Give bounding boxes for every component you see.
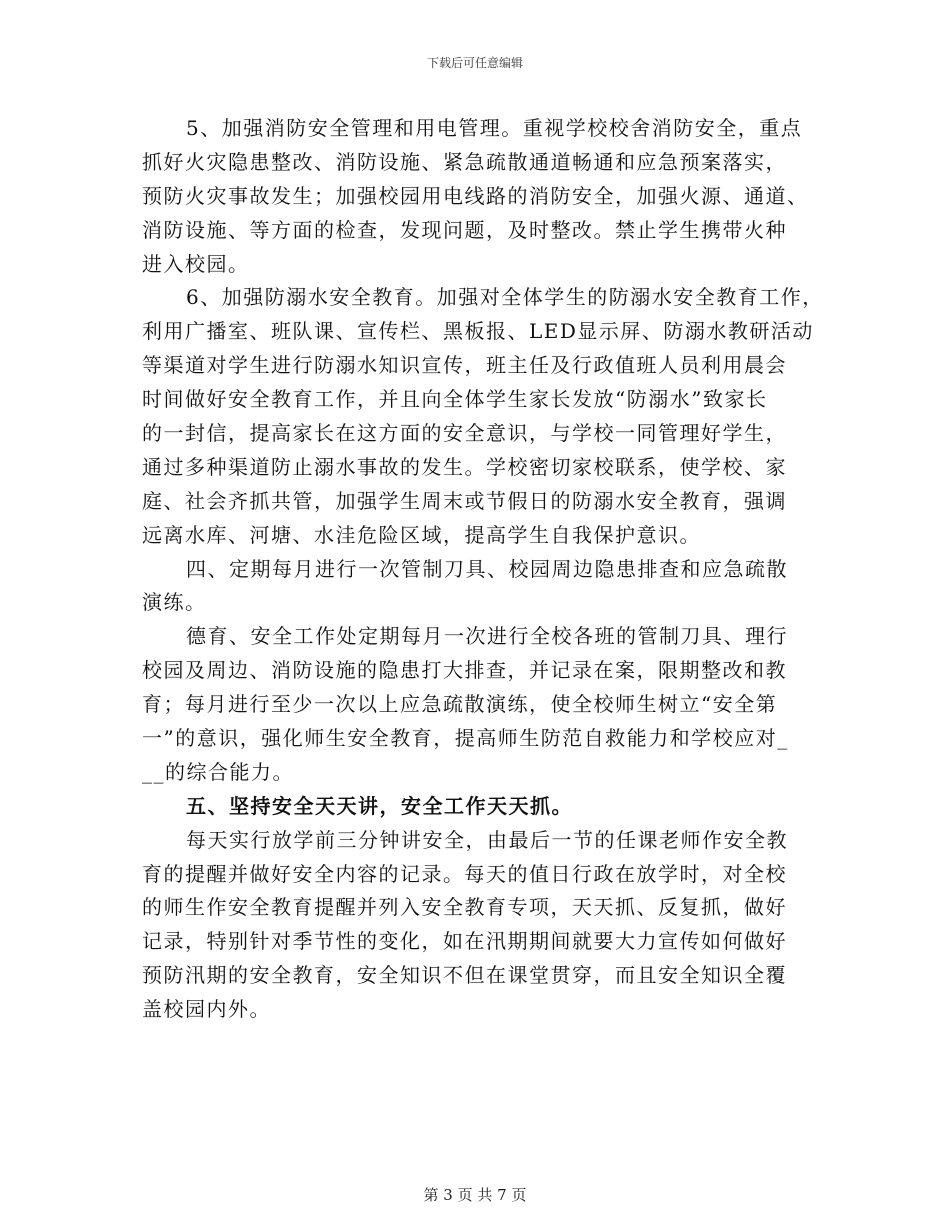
paragraph-line: 利用广播室、班队课、宣传栏、黑板报、LED显示屏、防溺水教研活动 bbox=[142, 319, 814, 344]
paragraph-line: 消防设施、等方面的检查，发现问题，及时整改。禁止学生携带火种 bbox=[142, 217, 787, 242]
paragraph-line: 抓好火灾隐患整改、消防设施、紧急疏散通道畅通和应急预案落实， bbox=[142, 149, 787, 174]
paragraph-line: 校园及周边、消防设施的隐患打大排查，并记录在案，限期整改和教 bbox=[142, 658, 787, 683]
paragraph-line: 的师生作安全教育提醒并列入安全教育专项，天天抓、反复抓，做好 bbox=[142, 895, 787, 920]
paragraph-line: 预防火灾事故发生；加强校园用电线路的消防安全，加强火源、通道、 bbox=[142, 183, 809, 208]
paragraph-line: 每天实行放学前三分钟讲安全，由最后一节的任课老师作安全教 bbox=[186, 827, 788, 852]
paragraph-line: 德育、安全工作处定期每月一次进行全校各班的管制刀具、理行 bbox=[186, 624, 788, 649]
page-number-footer: 第 3 页 共 7 页 bbox=[423, 1186, 527, 1204]
section-heading-line: 演练。 bbox=[142, 590, 207, 615]
paragraph-line: 育；每月进行至少一次以上应急疏散演练，使全校师生树立“安全第 bbox=[142, 692, 778, 717]
section-heading-bold: 五、坚持安全天天讲，安全工作天天抓。 bbox=[186, 793, 573, 818]
paragraph-line: __的综合能力。 bbox=[142, 759, 294, 784]
paragraph-line: 盖校园内外。 bbox=[142, 997, 271, 1022]
paragraph-line: 育的提醒并做好安全内容的记录。每天的值日行政在放学时，对全校 bbox=[142, 861, 787, 886]
paragraph-line: 预防汛期的安全教育，安全知识不但在课堂贯穿，而且安全知识全覆 bbox=[142, 963, 787, 988]
section-heading-line: 四、定期每月进行一次管制刀具、校园周边隐患排查和应急疏散 bbox=[186, 556, 788, 581]
paragraph-line: 记录，特别针对季节性的变化，如在汛期期间就要大力宣传如何做好 bbox=[142, 929, 787, 954]
paragraph-line: 等渠道对学生进行防溺水知识宣传，班主任及行政值班人员利用晨会 bbox=[142, 353, 787, 378]
paragraph-line: 庭、社会齐抓共管，加强学生周末或节假日的防溺水安全教育，强调 bbox=[142, 488, 787, 513]
paragraph-line: 通过多种渠道防止溺水事故的发生。学校密切家校联系，使学校、家 bbox=[142, 454, 787, 479]
paragraph-line: 时间做好安全教育工作，并且向全体学生家长发放“防溺水”致家长 bbox=[142, 387, 768, 412]
page-header: 下载后可任意编辑 bbox=[426, 56, 523, 70]
paragraph-line: 远离水库、河塘、水洼危险区域，提高学生自我保护意识。 bbox=[142, 522, 701, 547]
paragraph-line: 5、加强消防安全管理和用电管理。重视学校校舍消防安全，重点 bbox=[186, 116, 803, 140]
paragraph-line: 的一封信，提高家长在这方面的安全意识，与学校一同管理好学生， bbox=[142, 421, 787, 446]
paragraph-line: 6、加强防溺水安全教育。加强对全体学生的防溺水安全教育工作， bbox=[186, 285, 824, 310]
paragraph-line: 一”的意识，强化师生安全教育，提高师生防范自救能力和学校应对_ bbox=[142, 726, 789, 751]
document-body bbox=[142, 112, 832, 1027]
paragraph-line: 进入校园。 bbox=[142, 251, 250, 276]
